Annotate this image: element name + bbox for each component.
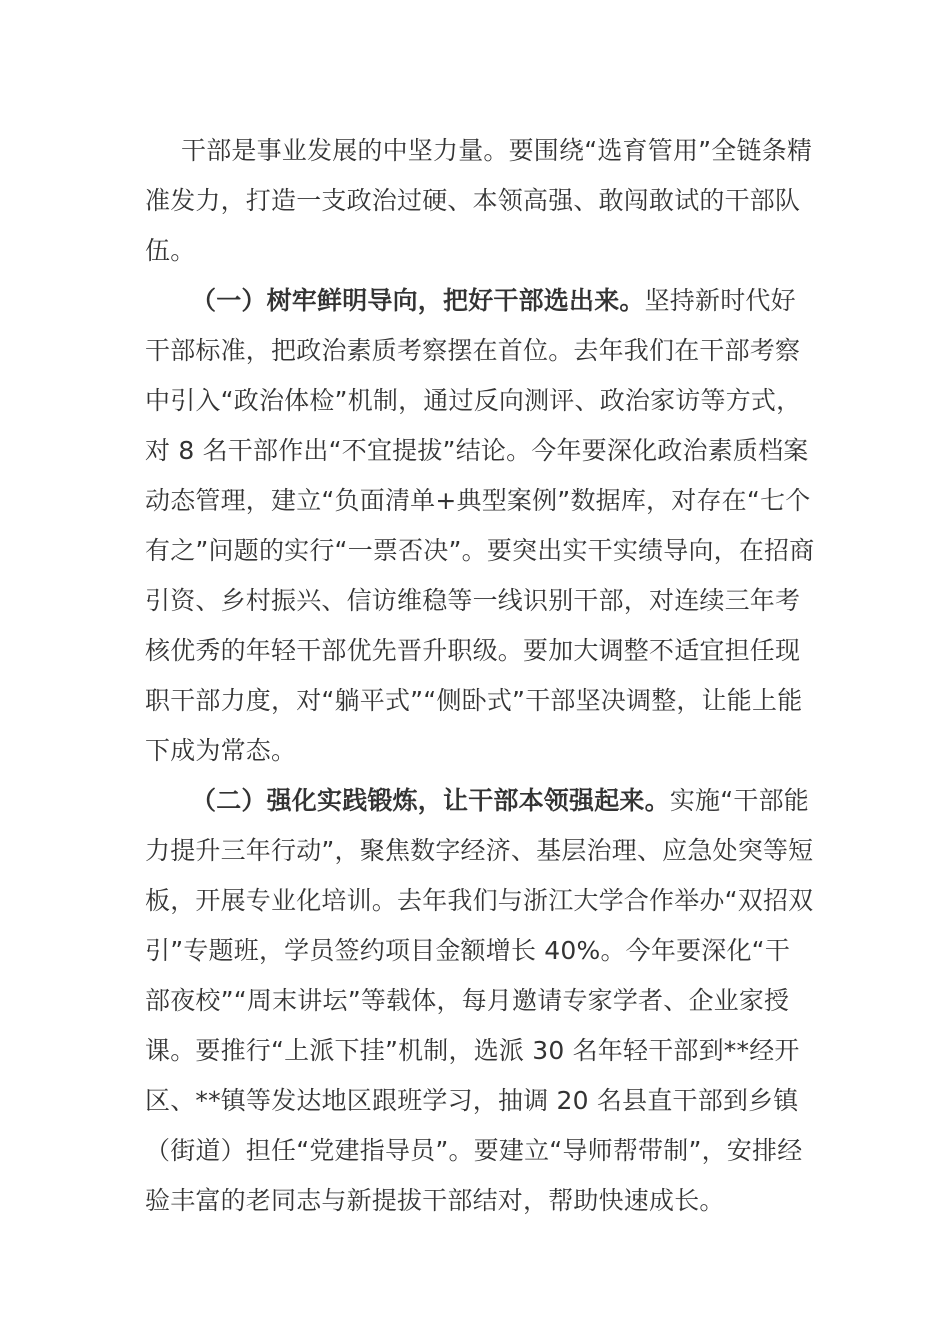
intro-paragraph-text: 干部是事业发展的中坚力量。要围绕“选育管用”全链条精准发力，打造一支政治过硬、本领高强、敢闯敢试的干部队伍。 — [145, 136, 813, 265]
intro-paragraph — [145, 126, 815, 276]
section-one-text: 坚持新时代好干部标准，把政治素质考察摆在首位。去年我们在干部考察中引入“政治体检”机制，通过反向测评、政治家访等方式，对 8 名干部作出“不宜提拔”结论。今年要深化政治素质档案动态管理，建立“负面清单+典型案例”数据库，对存在“七个有之”问题的实行“一票否决”。要突出实干实绩导向，在招商引资、乡村振兴、信访维稳等一线识别干部，对连续三年考核优秀的年轻干部优先晋升职级。要加大调整不适宜担任现职干部力度，对“躺平式”“侧卧式”干部坚决调整，让能上能下成为常态。 — [145, 286, 815, 765]
section-two-text: 实施“干部能力提升三年行动”，聚焦数字经济、基层治理、应急处突等短板，开展专业化培训。去年我们与浙江大学合作举办“双招双引”专题班，学员签约项目金额增长 40%。今年要深化“干部夜校”“周末讲坛”等载体，每月邀请专家学者、企业家授课。要推行“上派下挂”机制，选派 30 名年轻干部到**经开区、**镇等发达地区跟班学习，抽调 20 名县直干部到乡镇（街道）担任“党建指导员”。要建立“导师帮带制”，安排经验丰富的老同志与新提拔干部结对，帮助快速成长。 — [145, 786, 814, 1215]
section-two-heading: （二）强化实践锻炼，让干部本领强起来。 — [191, 786, 670, 815]
section-two-paragraph — [145, 776, 815, 1226]
section-one-heading: （一）树牢鲜明导向，把好干部选出来。 — [191, 286, 645, 315]
document-body — [145, 126, 815, 1226]
section-one-paragraph — [145, 276, 815, 776]
